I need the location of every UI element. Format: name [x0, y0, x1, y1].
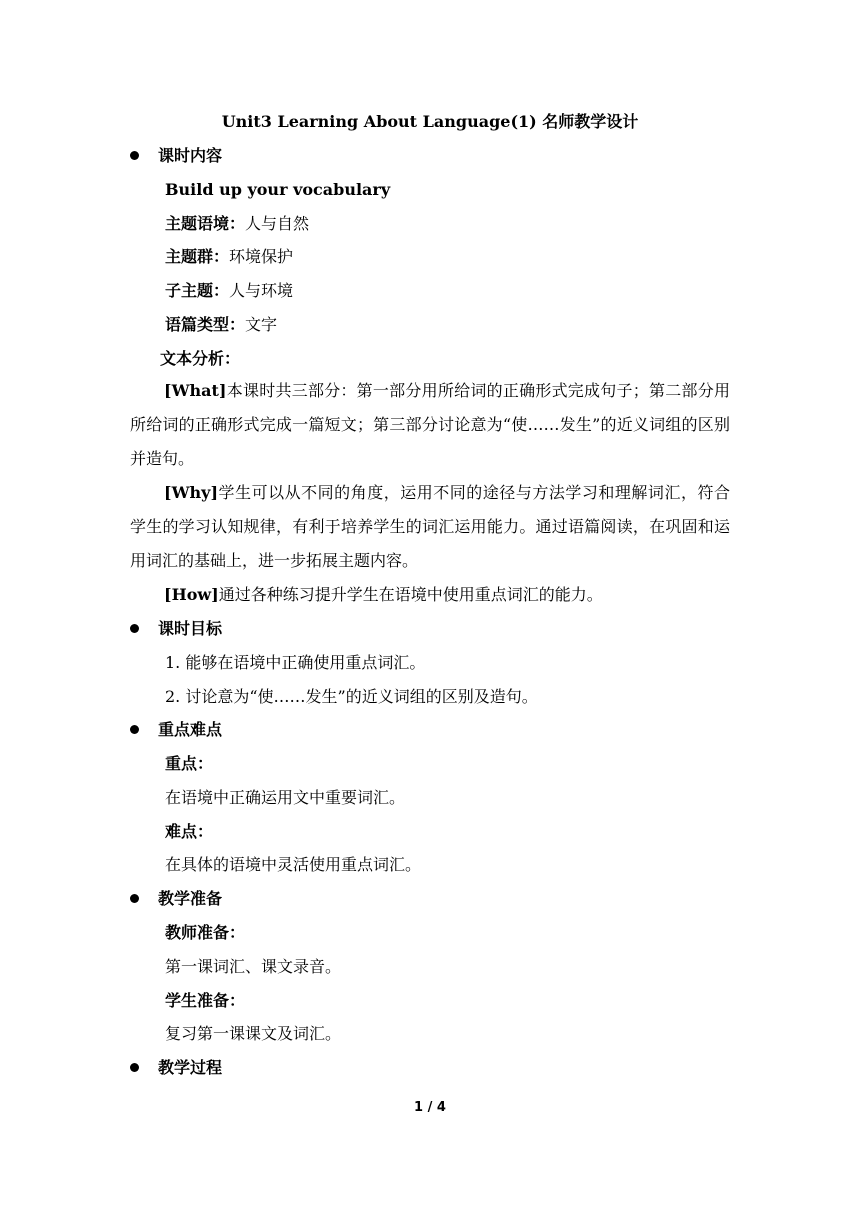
theme-group — [165, 245, 293, 269]
what-text: 本课时共三部分：第一部分用所给词的正确形式完成句子；第二部分用所给词的正确形式完成一篇短文；第三部分讨论意为“使……发生”的近义词组的区别并造句。 — [130, 381, 730, 468]
subtheme — [165, 279, 293, 303]
what-label: [What] — [164, 381, 227, 400]
text-type-value: 文字 — [245, 315, 278, 334]
section-heading-text: 教学准备 — [158, 889, 223, 908]
section-heading-goals — [130, 617, 222, 641]
page-number: 1 / 4 — [414, 1100, 446, 1115]
section-heading-text: 教学过程 — [158, 1058, 223, 1077]
analysis-label: 文本分析： — [160, 349, 241, 368]
text-type — [165, 313, 277, 337]
section-heading-key-points — [130, 718, 222, 742]
section-heading-text: 课时内容 — [158, 146, 223, 165]
bullet-icon — [130, 1063, 139, 1072]
document-title: Unit3 Learning About Language(1) 名师教学设计 — [221, 112, 639, 131]
bullet-icon — [130, 894, 139, 903]
difficult-text: 在具体的语境中灵活使用重点词汇。 — [165, 855, 422, 874]
text-type-label: 语篇类型： — [165, 315, 246, 334]
section-heading-process — [130, 1056, 222, 1080]
how-label: [How] — [164, 585, 219, 604]
why-label: [Why] — [164, 483, 219, 502]
section-heading-text: 课时目标 — [158, 619, 223, 638]
bullet-icon — [130, 624, 139, 633]
theme-context-value: 人与自然 — [245, 214, 310, 233]
teacher-prep-text: 第一课词汇、课文录音。 — [165, 957, 342, 976]
student-prep-label: 学生准备： — [165, 991, 246, 1010]
subtheme-value: 人与环境 — [229, 281, 294, 300]
why-text: 学生可以从不同的角度，运用不同的途径与方法学习和理解词汇，符合学生的学习认知规律，有利于培养学生的词汇运用能力。通过语篇阅读，在巩固和运用词汇的基础上，进一步拓展主题内容。 — [130, 483, 730, 570]
section-heading-text: 重点难点 — [158, 720, 223, 739]
theme-group-label: 主题群： — [165, 247, 230, 266]
subtheme-label: 子主题： — [165, 281, 230, 300]
vocab-line: Build up your vocabulary — [165, 180, 391, 199]
goal-item: 1. 能够在语境中正确使用重点词汇。 — [165, 653, 426, 672]
key-text: 在语境中正确运用文中重要词汇。 — [165, 788, 406, 807]
theme-group-value: 环境保护 — [229, 247, 294, 266]
key-label: 重点： — [165, 754, 214, 773]
student-prep-text: 复习第一课课文及词汇。 — [165, 1024, 342, 1043]
difficult-label: 难点： — [165, 822, 214, 841]
what-paragraph — [130, 374, 730, 476]
how-text: 通过各种练习提升学生在语境中使用重点词汇的能力。 — [218, 585, 603, 604]
how-paragraph — [130, 578, 730, 612]
theme-context-label: 主题语境： — [165, 214, 246, 233]
goal-item: 2. 讨论意为“使……发生”的近义词组的区别及造句。 — [165, 687, 538, 706]
bullet-icon — [130, 151, 139, 160]
section-heading-content — [130, 144, 222, 168]
why-paragraph — [130, 476, 730, 578]
section-heading-preparation — [130, 887, 222, 911]
teacher-prep-label: 教师准备： — [165, 923, 246, 942]
bullet-icon — [130, 725, 139, 734]
theme-context — [165, 212, 309, 236]
